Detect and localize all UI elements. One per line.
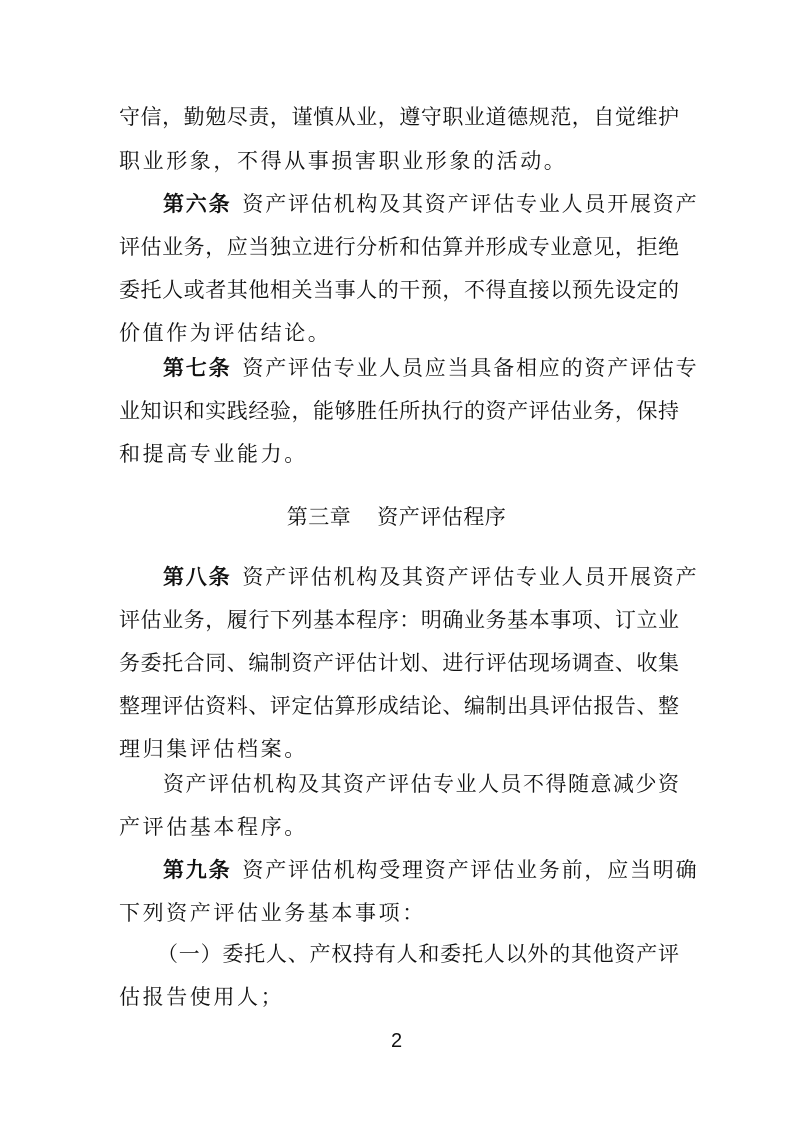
text-line: 理归集评估档案。 xyxy=(119,737,308,761)
text-line: 资产评估机构及其资产评估专业人员开展资产 xyxy=(242,192,699,216)
text-line: 产评估基本程序。 xyxy=(119,815,308,839)
page-number: 2 xyxy=(390,1030,403,1052)
text-line: 资产评估机构及其资产评估专业人员不得随意减少资 xyxy=(163,772,679,796)
article-6-first-line xyxy=(163,184,699,224)
text-line: 委托人或者其他相关当事人的干预，不得直接以预先设定的 xyxy=(119,278,679,302)
text-line: 整理评估资料、评定估算形成结论、编制出具评估报告、整 xyxy=(119,694,679,718)
text-line: 资产评估机构受理资产评估业务前，应当明确 xyxy=(242,858,699,882)
article-8-first-line xyxy=(163,557,699,597)
text-line: 和提高专业能力。 xyxy=(119,442,308,466)
text-line: 评估业务，应当独立进行分析和估算并形成专业意见，拒绝 xyxy=(119,235,679,259)
text-line: 价值作为评估结论。 xyxy=(119,321,332,345)
chapter-number: 第三章 xyxy=(286,505,352,529)
chapter-heading xyxy=(0,497,793,537)
article-6-label: 第六条 xyxy=(163,192,232,216)
text-line: 务委托合同、编制资产评估计划、进行评估现场调查、收集 xyxy=(119,651,679,675)
article-9-label: 第九条 xyxy=(163,858,232,882)
text-line: 职业形象，不得从事损害职业形象的活动。 xyxy=(119,149,568,173)
article-9-first-line xyxy=(163,850,699,890)
text-line: 估报告使用人； xyxy=(119,985,285,1009)
text-line: 守信，勤勉尽责，谨慎从业，遵守职业道德规范，自觉维护 xyxy=(119,105,679,129)
text-line: 下列资产评估业务基本事项： xyxy=(119,901,426,925)
text-line: 评估业务，履行下列基本程序：明确业务基本事项、订立业 xyxy=(119,608,679,632)
article-7-label: 第七条 xyxy=(163,356,232,380)
article-8-label: 第八条 xyxy=(163,565,232,589)
text-line: 资产评估专业人员应当具备相应的资产评估专 xyxy=(242,356,699,380)
article-7-first-line xyxy=(163,348,699,388)
text-line: 资产评估机构及其资产评估专业人员开展资产 xyxy=(242,565,699,589)
list-item-text: （一）委托人、产权持有人和委托人以外的其他资产评 xyxy=(157,942,679,966)
text-line: 业知识和实践经验，能够胜任所执行的资产评估业务，保持 xyxy=(119,399,679,423)
chapter-title: 资产评估程序 xyxy=(377,505,507,529)
